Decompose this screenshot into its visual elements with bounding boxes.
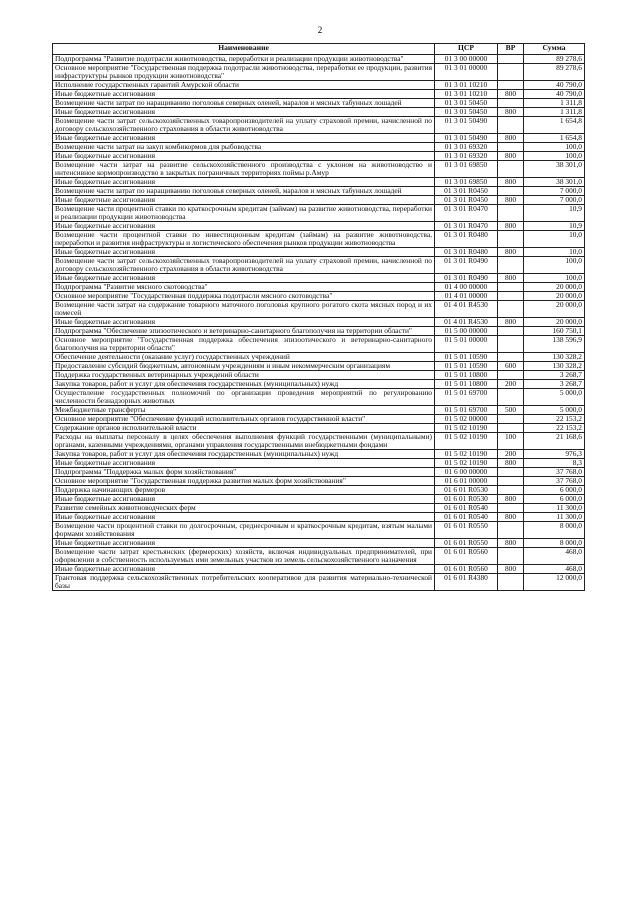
- header-sum: Сумма: [524, 44, 585, 55]
- row-csr: 01 4 01 R4530: [435, 318, 498, 327]
- row-sum: 20 000,0: [524, 301, 585, 318]
- row-sum: 100,0: [524, 274, 585, 283]
- row-vr: [498, 117, 524, 134]
- row-sum: 22 153,2: [524, 424, 585, 433]
- row-name: Иные бюджетные ассигнования: [53, 539, 435, 548]
- header-name: Наименование: [53, 44, 435, 55]
- row-name: Исполнение государственных гарантий Амурской области: [53, 81, 435, 90]
- row-vr: [498, 522, 524, 539]
- row-name: Возмещение части затрат по наращиванию поголовья северных оленей, маралов и мясных табунных лошадей: [53, 187, 435, 196]
- row-sum: 40 790,0: [524, 81, 585, 90]
- table-row: [53, 205, 585, 222]
- table-row: [53, 292, 585, 301]
- row-name: Основное мероприятие "Государственная поддержка развития малых форм хозяйствования": [53, 477, 435, 486]
- table-row: [53, 459, 585, 468]
- table-body: [53, 55, 585, 591]
- table-row: [53, 415, 585, 424]
- row-name: Развитие семейных животноводческих ферм: [53, 504, 435, 513]
- row-name: Возмещение части затрат на закуп комбикормов для рыбоводства: [53, 143, 435, 152]
- table-row: [53, 187, 585, 196]
- row-sum: 10,0: [524, 231, 585, 248]
- row-vr: [498, 389, 524, 406]
- row-name: Иные бюджетные ассигнования: [53, 152, 435, 161]
- row-csr: 01 4 01 R4530: [435, 301, 498, 318]
- row-csr: 01 5 02 10190: [435, 450, 498, 459]
- row-sum: 6 000,0: [524, 486, 585, 495]
- table-row: [53, 178, 585, 187]
- row-csr: 01 4 01 00000: [435, 292, 498, 301]
- row-csr: 01 5 01 69700: [435, 389, 498, 406]
- row-vr: 100: [498, 433, 524, 450]
- row-sum: 7 000,0: [524, 196, 585, 205]
- table-row: [53, 371, 585, 380]
- row-csr: 01 3 01 R0490: [435, 274, 498, 283]
- row-csr: 01 6 01 R0550: [435, 539, 498, 548]
- row-vr: 800: [498, 108, 524, 117]
- row-name: Основное мероприятие "Государственная поддержка обеспечения эпизоотического и ветеринарно-санитарного благополучия на территории области": [53, 336, 435, 353]
- row-sum: 40 790,0: [524, 90, 585, 99]
- row-name: Возмещение части затрат сельскохозяйственных товаропроизводителей на уплату страховой премии, начисленной по договору сельскохозяйственного страхования в области животноводства: [53, 257, 435, 274]
- table-row: [53, 318, 585, 327]
- row-csr: 01 6 01 R0530: [435, 486, 498, 495]
- row-name: Возмещение части затрат на развитие сельскохозяйственного производства с уклоном на животноводство и интенсивное кормопроизводство в закрытых пограничных территориях поймы р.Амур: [53, 161, 435, 178]
- table-row: [53, 574, 585, 591]
- row-name: Иные бюджетные ассигнования: [53, 565, 435, 574]
- table-row: [53, 117, 585, 134]
- row-vr: [498, 548, 524, 565]
- table-row: [53, 99, 585, 108]
- table-row: [53, 143, 585, 152]
- row-csr: 01 3 01 50450: [435, 99, 498, 108]
- row-vr: [498, 336, 524, 353]
- row-csr: 01 5 01 10590: [435, 353, 498, 362]
- table-row: [53, 548, 585, 565]
- row-csr: 01 6 01 00000: [435, 477, 498, 486]
- row-csr: 01 3 01 R0450: [435, 196, 498, 205]
- table-row: [53, 283, 585, 292]
- row-csr: 01 6 01 R0560: [435, 548, 498, 565]
- row-sum: 37 768,0: [524, 477, 585, 486]
- row-name: Иные бюджетные ассигнования: [53, 495, 435, 504]
- row-vr: 800: [498, 222, 524, 231]
- row-sum: 89 278,6: [524, 64, 585, 81]
- table-header-row: [53, 44, 585, 55]
- budget-table: [52, 43, 585, 591]
- row-csr: 01 5 01 10800: [435, 380, 498, 389]
- row-csr: 01 3 01 50490: [435, 117, 498, 134]
- row-csr: 01 6 01 R0540: [435, 513, 498, 522]
- row-csr: 01 6 01 R0540: [435, 504, 498, 513]
- row-name: Иные бюджетные ассигнования: [53, 459, 435, 468]
- row-sum: 20 000,0: [524, 318, 585, 327]
- row-vr: 800: [498, 90, 524, 99]
- row-vr: 600: [498, 362, 524, 371]
- row-vr: 800: [498, 539, 524, 548]
- row-name: Возмещение части затрат по наращиванию поголовья северных оленей, маралов и мясных табунных лошадей: [53, 99, 435, 108]
- row-vr: [498, 81, 524, 90]
- row-csr: 01 6 01 R0550: [435, 522, 498, 539]
- row-sum: 10,9: [524, 222, 585, 231]
- table-row: [53, 513, 585, 522]
- row-csr: 01 6 01 R4380: [435, 574, 498, 591]
- table-row: [53, 108, 585, 117]
- table-row: [53, 64, 585, 81]
- row-sum: 89 278,6: [524, 55, 585, 64]
- row-vr: [498, 327, 524, 336]
- row-vr: [498, 205, 524, 222]
- row-sum: 7 000,0: [524, 187, 585, 196]
- row-sum: 100,0: [524, 143, 585, 152]
- table-row: [53, 196, 585, 205]
- row-vr: [498, 468, 524, 477]
- row-sum: 100,0: [524, 257, 585, 274]
- table-row: [53, 90, 585, 99]
- row-csr: 01 3 01 69320: [435, 143, 498, 152]
- table-row: [53, 301, 585, 318]
- row-csr: 01 5 02 10190: [435, 433, 498, 450]
- row-name: Подпрограмма "Обеспечение эпизоотического и ветеринарно-санитарного благополучия на территории области": [53, 327, 435, 336]
- row-csr: 01 5 01 00000: [435, 336, 498, 353]
- row-sum: 976,3: [524, 450, 585, 459]
- row-sum: 8 000,0: [524, 539, 585, 548]
- table-row: [53, 406, 585, 415]
- table-row: [53, 362, 585, 371]
- row-csr: 01 5 01 10590: [435, 362, 498, 371]
- row-sum: 8,3: [524, 459, 585, 468]
- table-row: [53, 327, 585, 336]
- header-csr: ЦСР: [435, 44, 498, 55]
- row-sum: 5 000,0: [524, 389, 585, 406]
- row-name: Межбюджетные трансферты: [53, 406, 435, 415]
- row-name: Иные бюджетные ассигнования: [53, 318, 435, 327]
- row-vr: 800: [498, 152, 524, 161]
- row-sum: 10,9: [524, 205, 585, 222]
- row-vr: 800: [498, 134, 524, 143]
- table-row: [53, 380, 585, 389]
- row-name: Возмещение части затрат сельскохозяйственных товаропроизводителей на уплату страховой премии, начисленной по договору сельскохозяйственного страхования в области животноводства: [53, 117, 435, 134]
- row-sum: 11 300,0: [524, 504, 585, 513]
- row-sum: 11 300,0: [524, 513, 585, 522]
- row-vr: 200: [498, 450, 524, 459]
- row-csr: 01 5 02 10190: [435, 424, 498, 433]
- row-vr: [498, 424, 524, 433]
- row-vr: [498, 486, 524, 495]
- header-vr: ВР: [498, 44, 524, 55]
- row-sum: 12 000,0: [524, 574, 585, 591]
- row-vr: 200: [498, 380, 524, 389]
- row-csr: 01 5 01 69700: [435, 406, 498, 415]
- row-vr: 800: [498, 248, 524, 257]
- table-row: [53, 55, 585, 64]
- row-sum: 6 000,0: [524, 495, 585, 504]
- row-sum: 37 768,0: [524, 468, 585, 477]
- row-name: Иные бюджетные ассигнования: [53, 274, 435, 283]
- row-vr: 500: [498, 406, 524, 415]
- row-csr: 01 3 01 69320: [435, 152, 498, 161]
- row-vr: [498, 371, 524, 380]
- row-sum: 5 000,0: [524, 406, 585, 415]
- row-name: Содержание органов исполнительной власти: [53, 424, 435, 433]
- table-row: [53, 433, 585, 450]
- row-csr: 01 3 01 69850: [435, 161, 498, 178]
- row-sum: 8 000,0: [524, 522, 585, 539]
- row-sum: 1 654,8: [524, 117, 585, 134]
- table-row: [53, 161, 585, 178]
- row-name: Иные бюджетные ассигнования: [53, 196, 435, 205]
- row-csr: 01 3 01 10210: [435, 90, 498, 99]
- row-vr: [498, 231, 524, 248]
- row-sum: 130 328,2: [524, 353, 585, 362]
- row-vr: 800: [498, 459, 524, 468]
- row-vr: 800: [498, 178, 524, 187]
- row-name: Возмещение части затрат на содержание товарного маточного поголовья крупного рогатого скота мясных пород и их помесей: [53, 301, 435, 318]
- row-csr: 01 3 01 69850: [435, 178, 498, 187]
- row-vr: [498, 292, 524, 301]
- row-sum: 468,0: [524, 548, 585, 565]
- row-name: Возмещение части процентной ставки по долгосрочным, среднесрочным и краткосрочным кредитам, взятым малыми формами хозяйствования: [53, 522, 435, 539]
- row-sum: 3 268,7: [524, 380, 585, 389]
- row-sum: 22 153,2: [524, 415, 585, 424]
- row-sum: 38 301,0: [524, 178, 585, 187]
- row-vr: [498, 143, 524, 152]
- row-vr: [498, 574, 524, 591]
- row-csr: 01 5 01 10800: [435, 371, 498, 380]
- row-csr: 01 5 02 10190: [435, 459, 498, 468]
- row-name: Основное мероприятие "Государственная поддержка подотрасли животноводства, переработки ее продукции, развития инфраструктуры рынков продукции животноводства": [53, 64, 435, 81]
- row-name: Расходы на выплаты персоналу в целях обеспечения выполнения функций государственными (муниципальными) органами, казенными учреждениями, органами управления государственными внебюджетными фондами: [53, 433, 435, 450]
- row-csr: 01 3 01 R0480: [435, 248, 498, 257]
- row-vr: [498, 353, 524, 362]
- row-csr: 01 3 01 R0480: [435, 231, 498, 248]
- row-csr: 01 3 01 50490: [435, 134, 498, 143]
- page-number: 2: [317, 25, 323, 35]
- row-name: Иные бюджетные ассигнования: [53, 108, 435, 117]
- row-name: Возмещение части затрат крестьянских (фермерских) хозяйств, включая индивидуальных предпринимателей, при оформлении в собственность используемых ими земельных участков из земель сельскохозяйственного назначения: [53, 548, 435, 565]
- row-name: Иные бюджетные ассигнования: [53, 178, 435, 187]
- row-sum: 100,0: [524, 152, 585, 161]
- row-sum: 1 311,8: [524, 99, 585, 108]
- row-sum: 3 268,7: [524, 371, 585, 380]
- table-row: [53, 522, 585, 539]
- row-sum: 468,0: [524, 565, 585, 574]
- row-sum: 1 311,8: [524, 108, 585, 117]
- table-row: [53, 565, 585, 574]
- table-row: [53, 222, 585, 231]
- row-name: Подпрограмма "Развитие мясного скотоводства": [53, 283, 435, 292]
- table-row: [53, 231, 585, 248]
- row-sum: 138 596,9: [524, 336, 585, 353]
- row-sum: 21 168,6: [524, 433, 585, 450]
- table-row: [53, 134, 585, 143]
- table-row: [53, 248, 585, 257]
- row-vr: 800: [498, 196, 524, 205]
- row-csr: 01 4 00 00000: [435, 283, 498, 292]
- row-csr: 01 3 00 00000: [435, 55, 498, 64]
- table-row: [53, 353, 585, 362]
- row-vr: 800: [498, 495, 524, 504]
- row-csr: 01 6 00 00000: [435, 468, 498, 477]
- row-name: Осуществление государственных полномочий по организации проведения мероприятий по регулированию численности безнадзорных животных: [53, 389, 435, 406]
- table-row: [53, 274, 585, 283]
- row-sum: 1 654,8: [524, 134, 585, 143]
- row-vr: [498, 301, 524, 318]
- row-vr: [498, 55, 524, 64]
- row-vr: [498, 161, 524, 178]
- row-name: Подпрограмма "Поддержка малых форм хозяйствования": [53, 468, 435, 477]
- row-vr: [498, 415, 524, 424]
- row-vr: [498, 99, 524, 108]
- row-csr: 01 5 02 00000: [435, 415, 498, 424]
- row-name: Закупка товаров, работ и услуг для обеспечения государственных (муниципальных) нужд: [53, 450, 435, 459]
- table-row: [53, 495, 585, 504]
- row-vr: [498, 257, 524, 274]
- table-row: [53, 336, 585, 353]
- row-vr: [498, 187, 524, 196]
- table-row: [53, 477, 585, 486]
- table-row: [53, 81, 585, 90]
- row-name: Иные бюджетные ассигнования: [53, 90, 435, 99]
- row-csr: 01 3 01 00000: [435, 64, 498, 81]
- row-vr: 800: [498, 565, 524, 574]
- row-csr: 01 6 01 R0560: [435, 565, 498, 574]
- table-row: [53, 450, 585, 459]
- row-csr: 01 3 01 50450: [435, 108, 498, 117]
- table-row: [53, 504, 585, 513]
- row-vr: [498, 504, 524, 513]
- row-vr: [498, 477, 524, 486]
- row-name: Поддержка государственных ветеринарных учреждений области: [53, 371, 435, 380]
- row-vr: [498, 283, 524, 292]
- row-csr: 01 3 01 10210: [435, 81, 498, 90]
- row-vr: 800: [498, 274, 524, 283]
- row-name: Основное мероприятие "Обеспечение функций исполнительных органов государственной власти": [53, 415, 435, 424]
- row-sum: 10,0: [524, 248, 585, 257]
- table-row: [53, 486, 585, 495]
- row-name: Поддержка начинающих фермеров: [53, 486, 435, 495]
- row-name: Иные бюджетные ассигнования: [53, 134, 435, 143]
- row-csr: 01 3 01 R0470: [435, 222, 498, 231]
- row-name: Закупка товаров, работ и услуг для обеспечения государственных (муниципальных) нужд: [53, 380, 435, 389]
- row-name: Основное мероприятие "Государственная поддержка подотрасли мясного скотоводства": [53, 292, 435, 301]
- row-sum: 20 000,0: [524, 283, 585, 292]
- row-csr: 01 6 01 R0530: [435, 495, 498, 504]
- row-sum: 160 750,1: [524, 327, 585, 336]
- table-row: [53, 257, 585, 274]
- row-csr: 01 3 01 R0490: [435, 257, 498, 274]
- row-name: Подпрограмма "Развитие подотрасли животноводства, переработки и реализации продукции животноводства": [53, 55, 435, 64]
- row-csr: 01 5 00 00000: [435, 327, 498, 336]
- table-row: [53, 424, 585, 433]
- table-row: [53, 389, 585, 406]
- row-name: Иные бюджетные ассигнования: [53, 222, 435, 231]
- row-vr: [498, 64, 524, 81]
- row-csr: 01 3 01 R0470: [435, 205, 498, 222]
- table-row: [53, 539, 585, 548]
- row-name: Возмещение части процентной ставки по инвестиционным кредитам (займам) на развитие животноводства, переработки и развития инфраструктуры и логистического обеспечения рынков продукции животноводства: [53, 231, 435, 248]
- table-row: [53, 468, 585, 477]
- row-name: Предоставление субсидий бюджетным, автономным учреждениям и иным некоммерческим организациям: [53, 362, 435, 371]
- row-sum: 130 328,2: [524, 362, 585, 371]
- row-sum: 20 000,0: [524, 292, 585, 301]
- row-name: Грантовая поддержка сельскохозяйственных потребительских кооперативов для развития материально-технической базы: [53, 574, 435, 591]
- row-vr: 800: [498, 318, 524, 327]
- table-row: [53, 152, 585, 161]
- row-csr: 01 3 01 R0450: [435, 187, 498, 196]
- row-name: Обеспечение деятельности (оказание услуг) государственных учреждений: [53, 353, 435, 362]
- row-name: Иные бюджетные ассигнования: [53, 248, 435, 257]
- row-vr: 800: [498, 513, 524, 522]
- row-name: Иные бюджетные ассигнования: [53, 513, 435, 522]
- row-name: Возмещение части процентной ставки по краткосрочным кредитам (займам) на развитие животноводства, переработки и реализации продукции животноводства: [53, 205, 435, 222]
- row-sum: 38 301,0: [524, 161, 585, 178]
